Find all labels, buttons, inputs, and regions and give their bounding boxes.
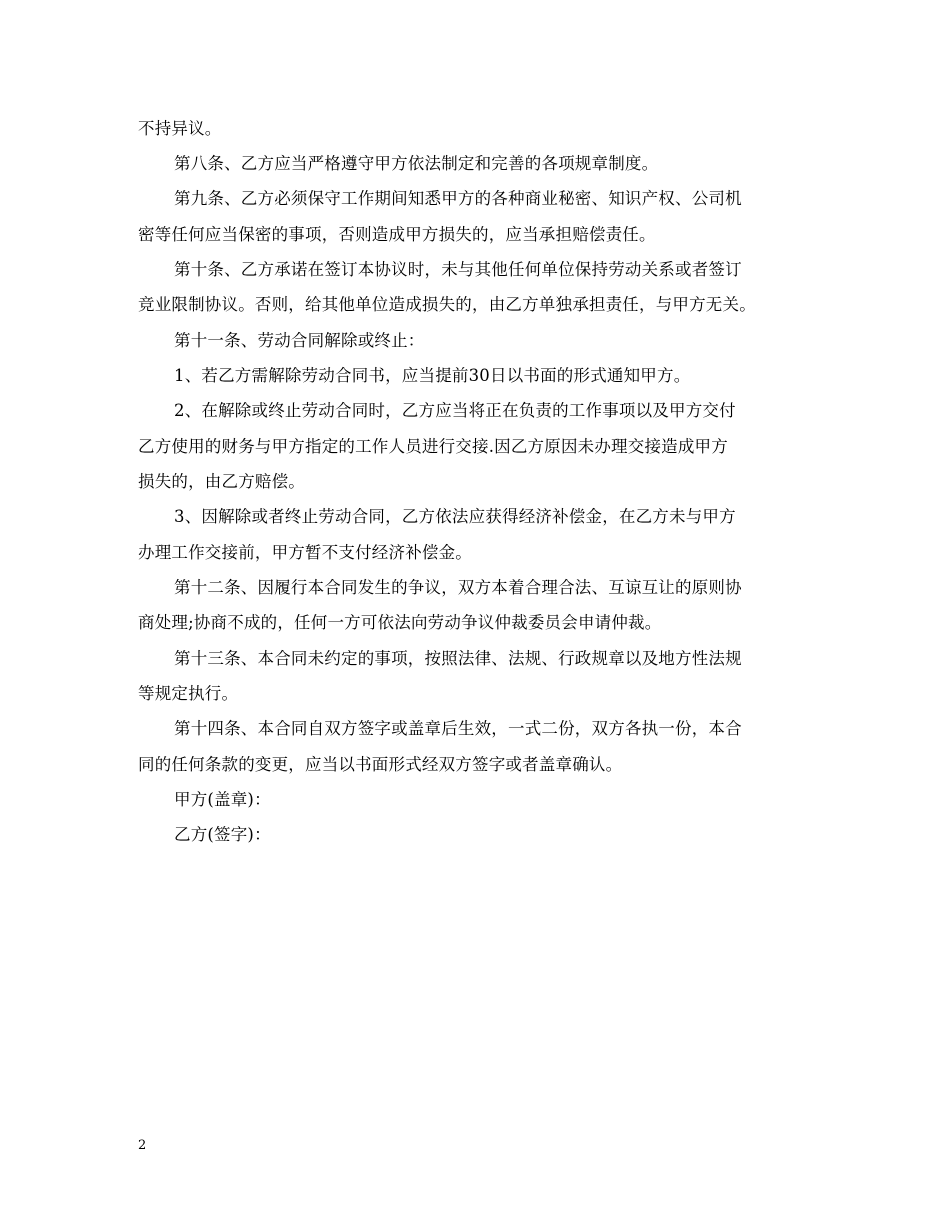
article-10-line-1: 第十条、乙方承诺在签订本协议时，未与其他任何单位保持劳动关系或者签订 xyxy=(174,260,742,279)
party-a-seal-line: 甲方(盖章)： xyxy=(174,790,271,809)
article-11-item-3-line-2: 办理工作交接前，甲方暂不支付经济补偿金。 xyxy=(138,543,472,562)
article-10-line-2: 竞业限制协议。否则，给其他单位造成损失的，由乙方单独承担责任，与甲方无关。 xyxy=(138,295,756,314)
paragraph-line: 不持异议。 xyxy=(138,119,222,138)
article-11-item-2-line-2: 乙方使用的财务与甲方指定的工作人员进行交接.因乙方原因未办理交接造成甲方 xyxy=(138,437,728,456)
article-9-line-2: 密等任何应当保密的事项，否则造成甲方损失的，应当承担赔偿责任。 xyxy=(138,225,656,244)
article-9-line-1: 第九条、乙方必须保守工作期间知悉甲方的各种商业秘密、知识产权、公司机 xyxy=(174,189,742,208)
article-13-line-2: 等规定执行。 xyxy=(138,684,239,703)
party-b-signature-line: 乙方(签字)： xyxy=(174,825,271,844)
article-8-line: 第八条、乙方应当严格遵守甲方依法制定和完善的各项规章制度。 xyxy=(174,154,659,173)
article-11-item-2-line-3: 损失的，由乙方赔偿。 xyxy=(138,472,305,491)
article-11-heading: 第十一条、劳动合同解除或终止： xyxy=(174,331,425,350)
page-number: 2 xyxy=(138,1138,147,1153)
article-11-item-3-line-1: 3、因解除或者终止劳动合同，乙方依法应获得经济补偿金，在乙方未与甲方 xyxy=(174,507,736,526)
article-14-line-1: 第十四条、本合同自双方签字或盖章后生效，一式二份，双方各执一份，本合 xyxy=(174,719,742,738)
article-12-line-2: 商处理;协商不成的，任何一方可依法向劳动争议仲裁委员会申请仲裁。 xyxy=(138,613,662,632)
article-11-item-1: 1、若乙方需解除劳动合同书，应当提前30日以书面的形式通知甲方。 xyxy=(174,366,691,385)
article-12-line-1: 第十二条、因履行本合同发生的争议，双方本着合理合法、互谅互让的原则协 xyxy=(174,578,742,597)
article-14-line-2: 同的任何条款的变更，应当以书面形式经双方签字或者盖章确认。 xyxy=(138,755,623,774)
article-11-item-2-line-1: 2、在解除或终止劳动合同时，乙方应当将正在负责的工作事项以及甲方交付 xyxy=(174,401,736,420)
article-13-line-1: 第十三条、本合同未约定的事项，按照法律、法规、行政规章以及地方性法规 xyxy=(174,649,742,668)
